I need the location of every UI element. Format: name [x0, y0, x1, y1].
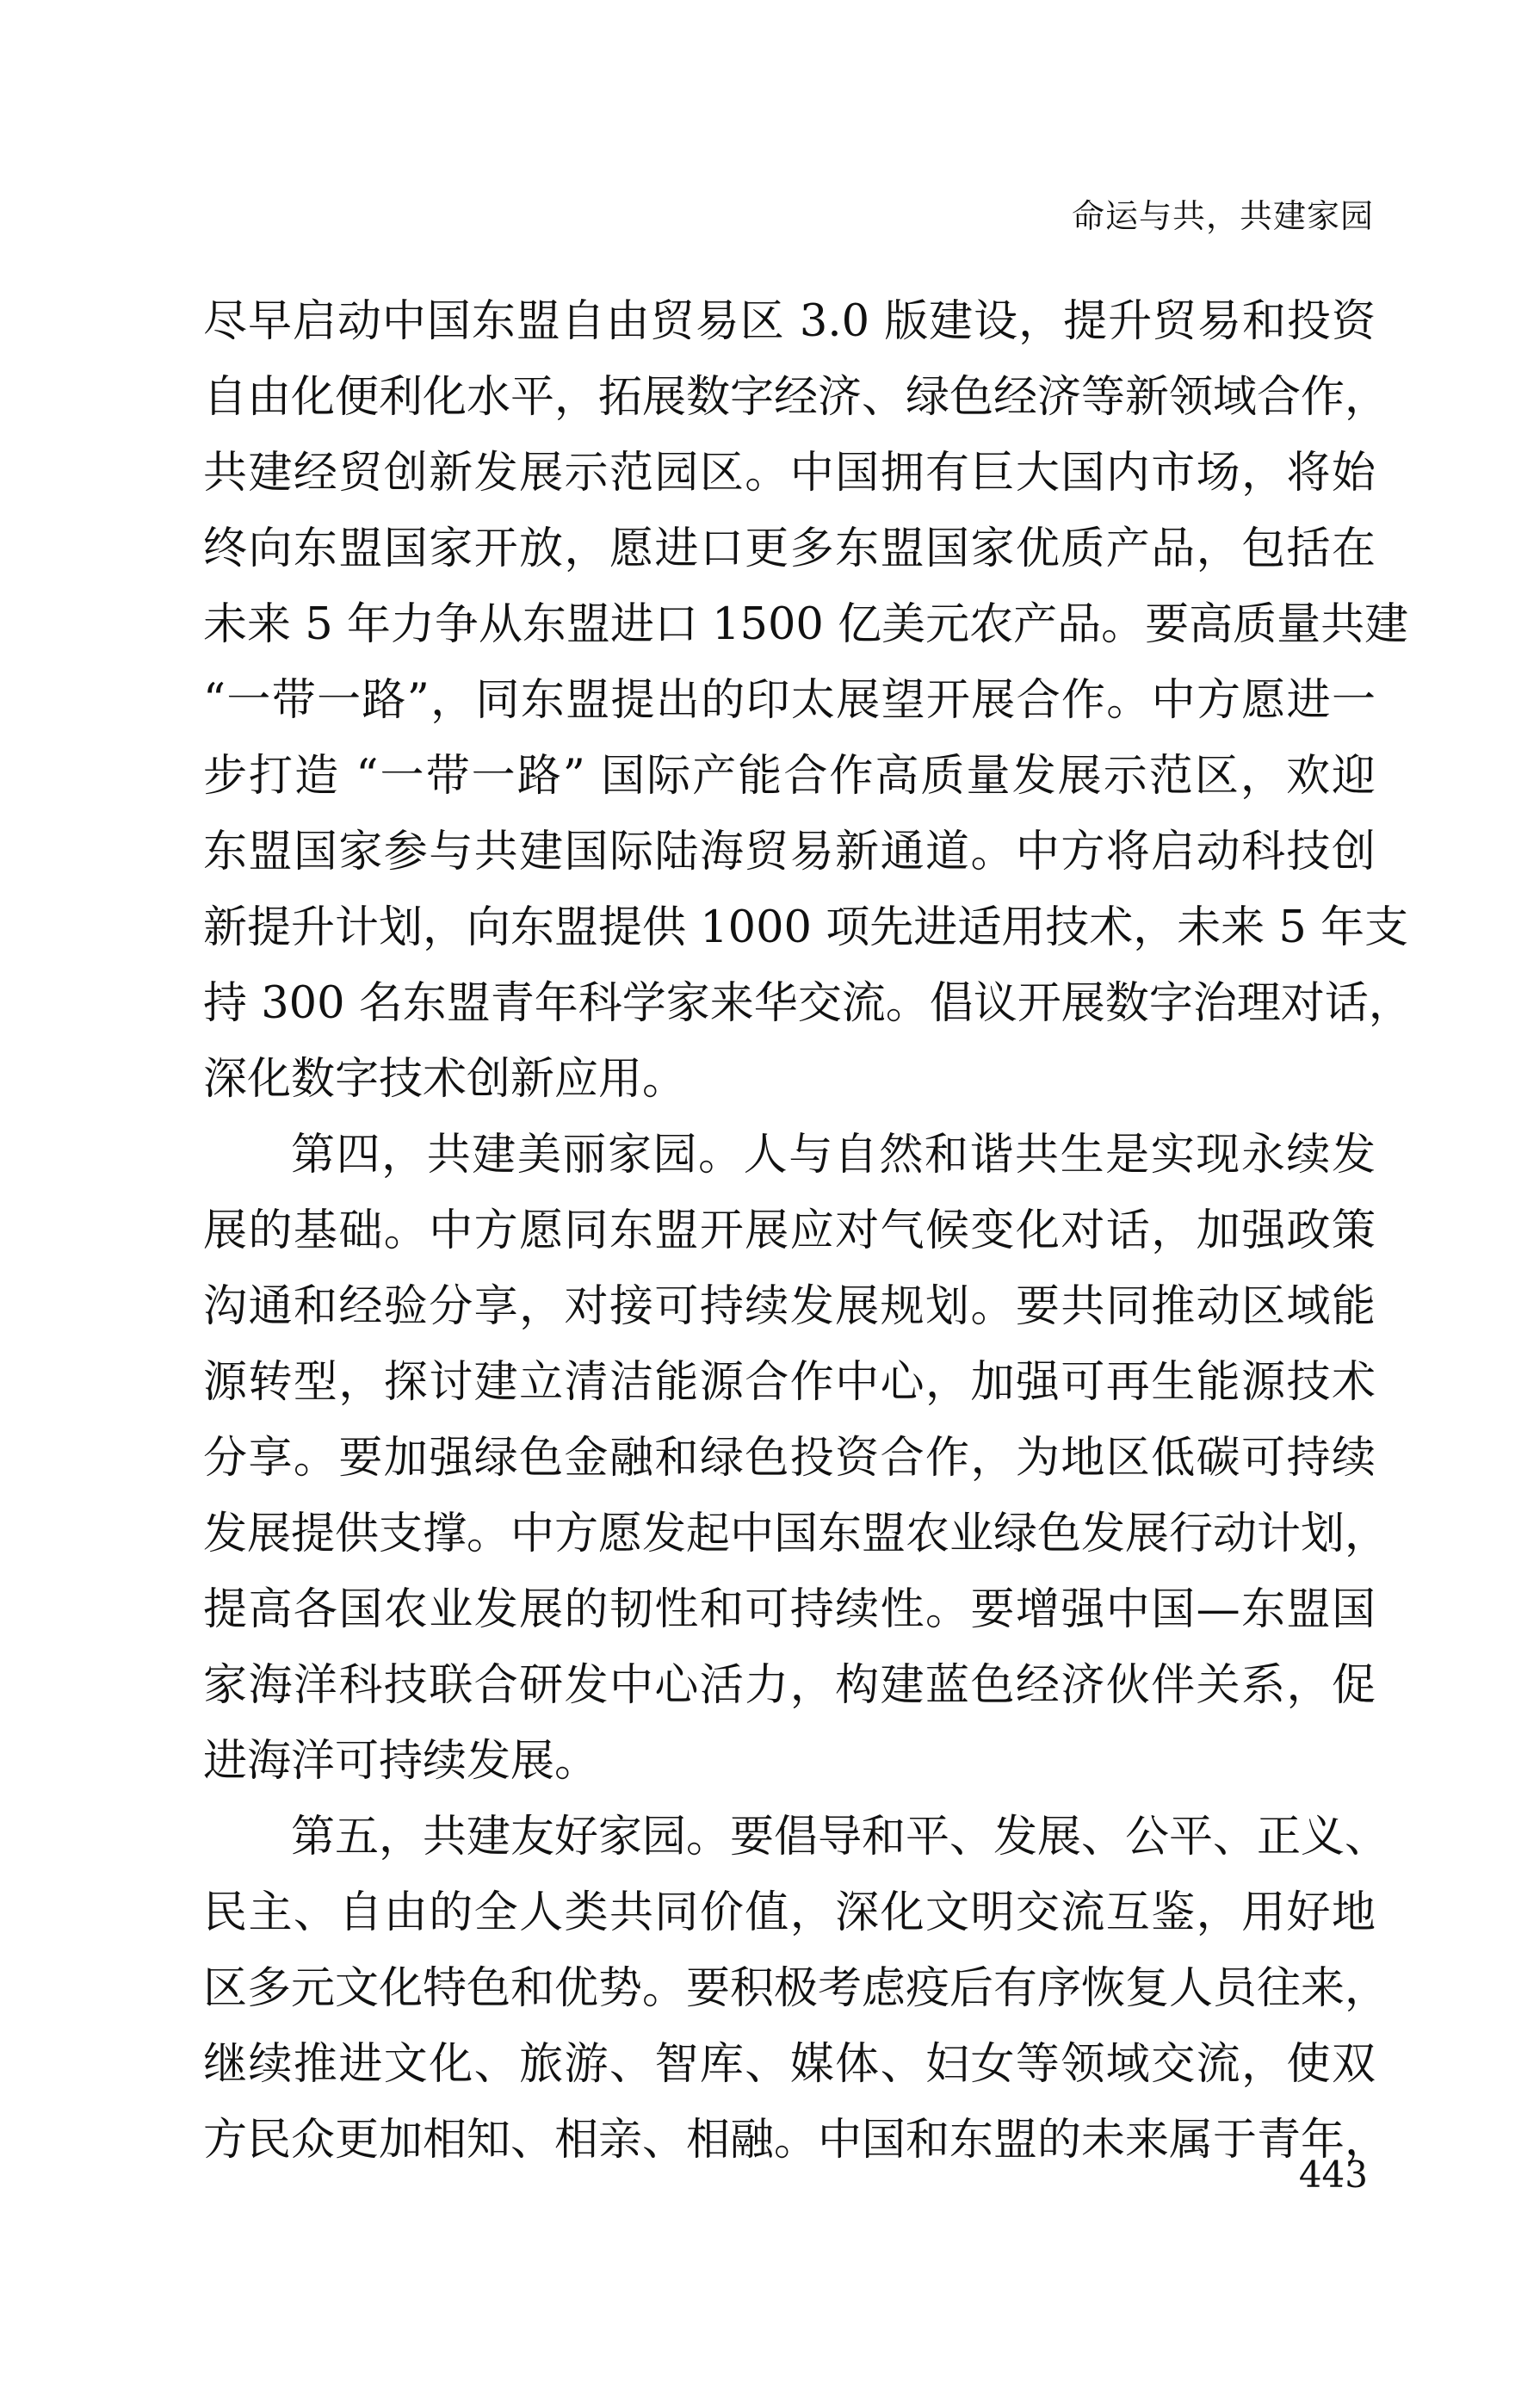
- paragraph: [203, 284, 1413, 1118]
- text-line: 民主、自由的全人类共同价值，深化文明交流互鉴，用好地: [203, 1887, 1376, 1938]
- text-line: 尽早启动中国东盟自由贸易区 3.0 版建设，提升贸易和投资: [203, 296, 1376, 347]
- text-line: 提高各国农业发展的韧性和可持续性。要增强中国—东盟国: [203, 1584, 1376, 1635]
- text-line: 东盟国家参与共建国际陆海贸易新通道。中方将启动科技创: [203, 827, 1376, 877]
- text-line: 区多元文化特色和优势。要积极考虑疫后有序恢复人员往来，: [203, 1963, 1389, 2014]
- text-line: “一带一路”，同东盟提出的印太展望开展合作。中方愿进一: [203, 675, 1376, 726]
- text-line: 沟通和经验分享，对接可持续发展规划。要共同推动区域能: [203, 1281, 1376, 1332]
- text-line: 发展提供支撑。中方愿发起中国东盟农业绿色发展行动计划，: [203, 1509, 1389, 1559]
- running-header: 命运与共，共建家园: [1071, 197, 1374, 235]
- text-line: 源转型，探讨建立清洁能源合作中心，加强可再生能源技术: [203, 1357, 1376, 1408]
- text-line: 持 300 名东盟青年科学家来华交流。倡议开展数字治理对话，: [203, 978, 1413, 1029]
- text-line: 方民众更加相知、相亲、相融。中国和东盟的未来属于青年，: [203, 2115, 1389, 2166]
- text-line: 进海洋可持续发展。: [203, 1736, 599, 1787]
- text-line: 共建经贸创新发展示范园区。中国拥有巨大国内市场，将始: [203, 448, 1376, 499]
- text-line: 继续推进文化、旅游、智库、媒体、妇女等领域交流，使双: [203, 2039, 1376, 2090]
- paragraph: [203, 1800, 1389, 2178]
- text-line: 家海洋科技联合研发中心活力，构建蓝色经济伙伴关系，促: [203, 1660, 1376, 1711]
- paragraph: [203, 1118, 1389, 1800]
- body-text: [203, 284, 1413, 2178]
- text-line: 展的基础。中方愿同东盟开展应对气候变化对话，加强政策: [203, 1205, 1376, 1256]
- text-line: 步打造 “一带一路” 国际产能合作高质量发展示范区，欢迎: [203, 751, 1376, 802]
- text-line: 未来 5 年力争从东盟进口 1500 亿美元农产品。要高质量共建: [203, 599, 1409, 650]
- page-number: 443: [1298, 2154, 1368, 2196]
- text-line: 终向东盟国家开放，愿进口更多东盟国家优质产品，包括在: [203, 524, 1376, 574]
- text-line: 分享。要加强绿色金融和绿色投资合作，为地区低碳可持续: [203, 1433, 1376, 1484]
- text-line: 自由化便利化水平，拓展数字经济、绿色经济等新领域合作，: [203, 372, 1389, 423]
- text-line: 深化数字技术创新应用。: [203, 1054, 687, 1105]
- text-line: 新提升计划，向东盟提供 1000 项先进适用技术，未来 5 年支: [203, 902, 1409, 953]
- text-line: 第五，共建友好家园。要倡导和平、发展、公平、正义、: [291, 1812, 1389, 1862]
- text-line: 第四，共建美丽家园。人与自然和谐共生是实现永续发: [291, 1130, 1376, 1181]
